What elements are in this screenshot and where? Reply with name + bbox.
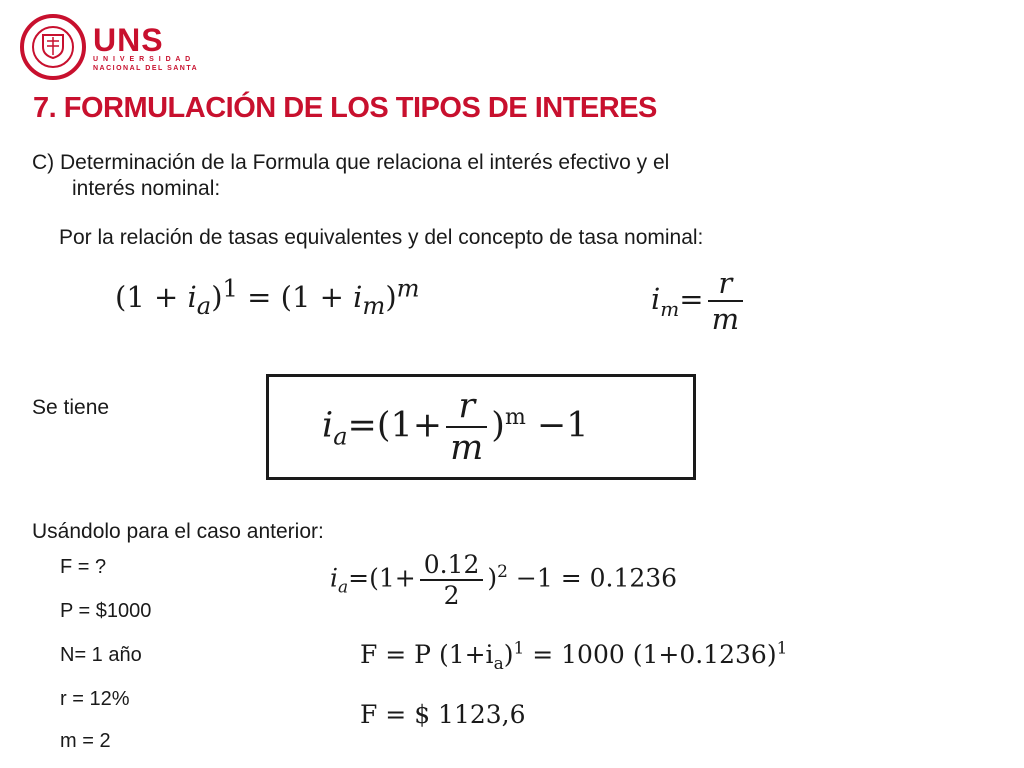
intro-line3: Por la relación de tasas equivalentes y del concepto de tasa nominal: bbox=[59, 226, 704, 249]
intro-line1: C) Determinación de la Formula que relaciona el interés efectivo y el bbox=[32, 151, 670, 174]
equation-nominal-rate: $i_m=$ $\frac{r}{m}$ bbox=[651, 266, 747, 336]
equation-rate-calculation: $i_a=(1+$ $\frac{0.12}{2}$ )$^2$ −1 = 0.1236 bbox=[330, 550, 678, 610]
equation-equivalence: $(1 + i_a)^1 = (1 + i_m)^m$ bbox=[115, 274, 420, 320]
university-seal-icon bbox=[20, 14, 86, 80]
intro-line2: interés nominal: bbox=[72, 177, 221, 200]
page-title: 7. FORMULACIÓN DE LOS TIPOS DE INTERES bbox=[33, 92, 657, 124]
usando-label: Usándolo para el caso anterior: bbox=[32, 520, 324, 543]
variable-m: m = 2 bbox=[60, 730, 111, 752]
logo-wordmark: UNS bbox=[93, 22, 164, 58]
variable-f: F = ? bbox=[60, 556, 107, 578]
logo-subtitle: U N I V E R S I D A D NACIONAL DEL SANTA bbox=[93, 56, 199, 72]
shield-icon bbox=[41, 33, 65, 59]
equation-result: F = $ 1123,6 bbox=[360, 700, 526, 729]
se-tiene-label: Se tiene bbox=[32, 396, 110, 419]
variable-r: r = 12% bbox=[60, 688, 130, 710]
equation-effective-rate: $i_a=(1+$ $\frac{r}{m}$ )$^m$ −1 bbox=[322, 386, 589, 468]
variable-n: N= 1 año bbox=[60, 644, 142, 666]
equation-future-value: F = P $(1+i_a)^1 = 1000$ $(1+0.1236)^1$ bbox=[360, 638, 788, 674]
variable-p: P = $1000 bbox=[60, 600, 152, 622]
